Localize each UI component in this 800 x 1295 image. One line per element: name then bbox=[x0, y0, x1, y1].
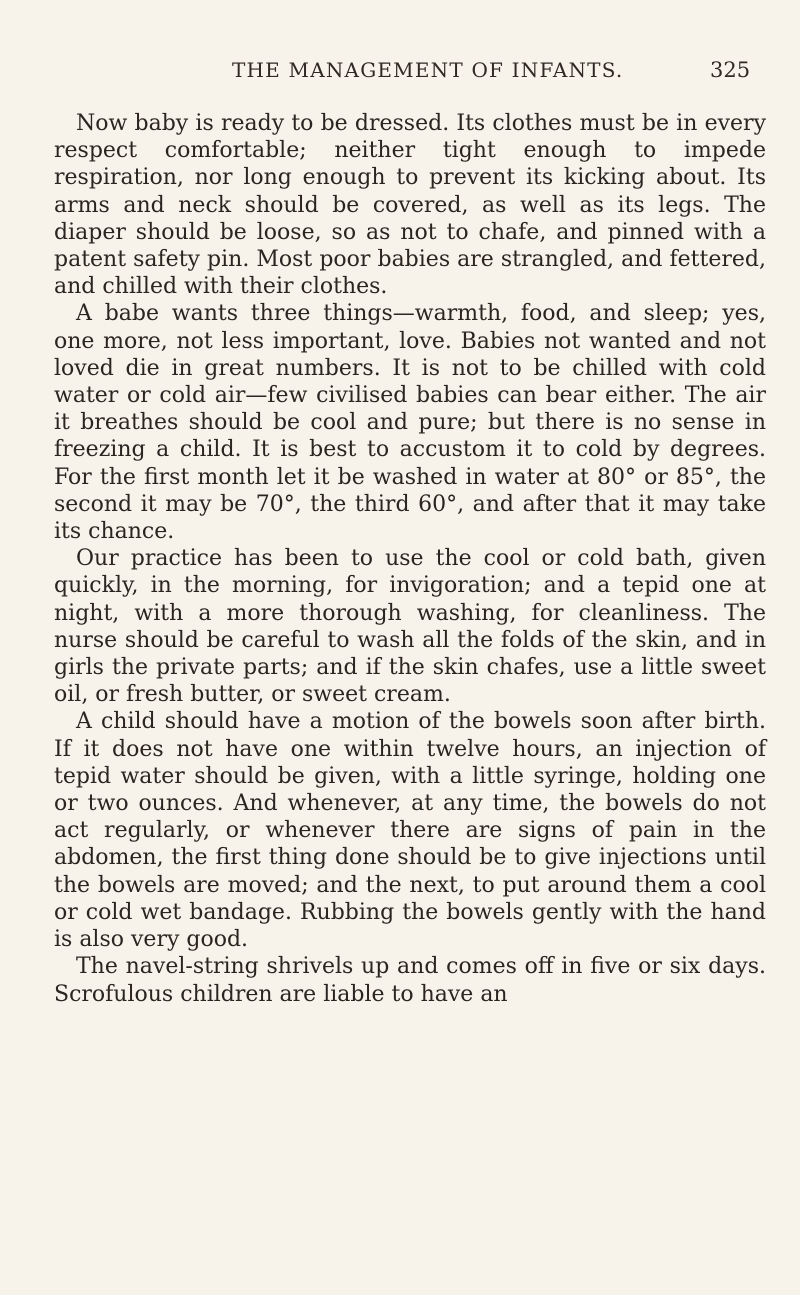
running-head bbox=[0, 58, 800, 88]
body-text bbox=[54, 110, 766, 1008]
paragraph-navel-string: The navel-string shrivels up and comes off in five or six days. Scrofulous children are liable to have an bbox=[54, 954, 766, 1007]
paragraph-bowels: A child should have a motion of the bowels soon after birth. If it does not have one within twelve hours, an injection of tepid water should be given, with a little syringe, holding one or two ounces. And whenever, at any time, the bowels do not act regularly, or whenever there are signs of pain in the abdomen, the first thing done should be to give injections until the bowels are moved; and the next, to put around them a cool or cold wet bandage. Rubbing the bowels gently with the hand is also very good. bbox=[54, 709, 766, 953]
page-number: 325 bbox=[710, 58, 751, 82]
paragraph-dressing: Now baby is ready to be dressed. Its clothes must be in every respect comfortable; neither tight enough to impede respiration, nor long enough to prevent its kicking about. Its arms and neck should be covered, as well as its legs. The diaper should be loose, so as not to chafe, and pinned with a patent safety pin. Most poor babies are strangled, and fettered, and chilled with their clothes. bbox=[54, 111, 766, 300]
running-title: THE MANAGEMENT OF INFANTS. bbox=[232, 58, 624, 82]
paragraph-three-things: A babe wants three things—warmth, food, and sleep; yes, one more, not less important, love. Babies not wanted and not loved die in great numbers. It is not to be chilled with cold water or cold air—few civilised babies can bear either. The air it breathes should be cool and pure; but there is no sense in freezing a child. It is best to accustom it to cold by degrees. For the first month let it be washed in water at 80° or 85°, the second it may be 70°, the third 60°, and after that it may take its chance. bbox=[54, 301, 766, 545]
paragraph-bathing: Our practice has been to use the cool or cold bath, given quickly, in the morning, for invigoration; and a tepid one at night, with a more thorough washing, for cleanliness. The nurse should be careful to wash all the folds of the skin, and in girls the private parts; and if the skin chafes, use a little sweet oil, or fresh butter, or sweet cream. bbox=[54, 546, 766, 708]
